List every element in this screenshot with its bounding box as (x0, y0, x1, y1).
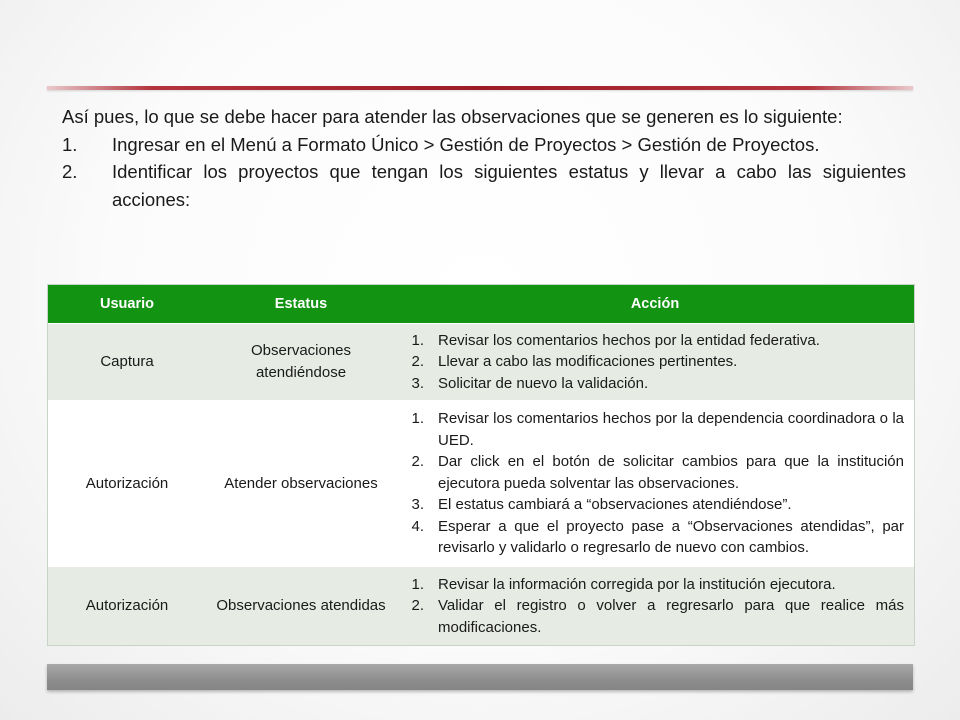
slide-content (62, 103, 906, 213)
action-item (400, 451, 904, 494)
action-item (400, 595, 904, 638)
action-text: Llevar a cabo las modificaciones pertinentes. (438, 353, 738, 370)
action-item (400, 516, 904, 559)
action-number: 4. (411, 517, 424, 535)
action-text: Revisar los comentarios hechos por la entidad federativa. (438, 331, 820, 349)
step-item (62, 131, 906, 159)
table-row (48, 401, 914, 567)
intro-text: Así pues, lo que se debe hacer para atender las observaciones que se generen es lo siguiente: (62, 106, 843, 127)
step-number: 2. (62, 161, 78, 182)
action-item (400, 574, 904, 596)
action-text: Solicitar de nuevo la validación. (438, 374, 649, 392)
cell-estatus: Atender observaciones (206, 401, 396, 567)
action-item (400, 330, 904, 352)
header-usuario: Usuario (48, 285, 206, 323)
action-list (400, 408, 904, 559)
step-text: Identificar los proyectos que tengan los siguientes estatus y llevar a cabo las siguientes acciones: (112, 161, 906, 210)
action-text: Esperar a que el proyecto pase a “Observaciones atendidas”, par revisarlo y validarlo o regresarlo de nuevo con cambios. (438, 517, 904, 557)
action-number: 1. (411, 410, 424, 428)
action-item (400, 408, 904, 451)
action-number: 2. (411, 597, 424, 614)
header-accion: Acción (396, 285, 914, 323)
cell-estatus: Observaciones atendiéndose (206, 323, 396, 401)
steps-list (62, 131, 906, 214)
action-text: El estatus cambiará a “observaciones atendiéndose”. (438, 496, 792, 514)
action-list (400, 574, 904, 639)
step-item (62, 158, 906, 213)
header-estatus: Estatus (206, 285, 396, 323)
top-divider (47, 86, 913, 90)
action-item (400, 351, 904, 373)
cell-estatus: Observaciones atendidas (206, 567, 396, 645)
action-text: Revisar la información corregida por la institución ejecutora. (438, 575, 836, 593)
action-number: 3. (411, 374, 424, 392)
step-number: 1. (62, 133, 78, 155)
action-text: Validar el registro o volver a regresarlo para que realice más modificaciones. (438, 597, 904, 636)
cell-acciones (396, 401, 914, 567)
bottom-bar (47, 664, 913, 690)
step-text: Ingresar en el Menú a Formato Único > Gestión de Proyectos > Gestión de Proyectos. (112, 133, 820, 155)
status-action-table (47, 284, 915, 646)
action-number: 2. (411, 453, 424, 471)
action-item (400, 494, 904, 516)
action-text: Dar click en el botón de solicitar cambios para que la institución ejecutora pueda solventar las observaciones. (438, 453, 904, 492)
table-row (48, 567, 914, 645)
table-row (48, 323, 914, 401)
action-number: 3. (411, 496, 424, 514)
action-number: 1. (411, 575, 424, 593)
table-header-row (48, 285, 914, 323)
action-list (400, 330, 904, 395)
cell-usuario: Captura (48, 323, 206, 401)
cell-usuario: Autorización (48, 567, 206, 645)
cell-acciones (396, 323, 914, 401)
action-item (400, 373, 904, 395)
cell-usuario: Autorización (48, 401, 206, 567)
action-number: 2. (411, 353, 424, 370)
action-number: 1. (411, 331, 424, 349)
action-text: Revisar los comentarios hechos por la dependencia coordinadora o la UED. (438, 410, 904, 449)
cell-acciones (396, 567, 914, 645)
